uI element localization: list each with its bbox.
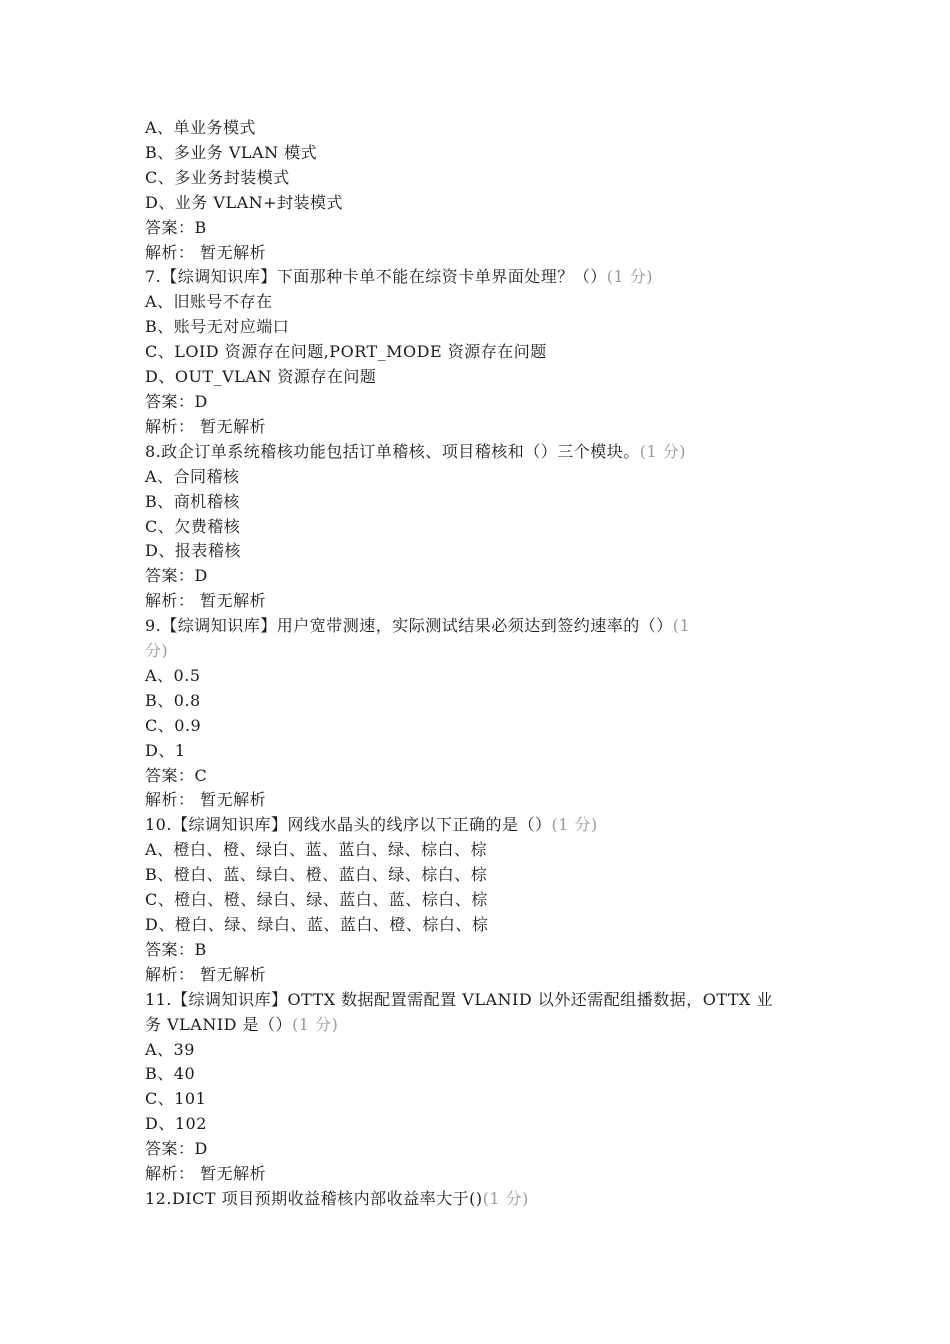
text-line: C、0.9: [145, 715, 202, 735]
text-line: A、0.5: [145, 665, 201, 685]
explanation-line: 解析： 暂无解析: [145, 790, 267, 810]
text-line: D、OUT_VLAN 资源存在问题: [145, 367, 377, 387]
explanation-line: 解析： 暂无解析: [145, 964, 267, 984]
question-11: 11.【综调知识库】OTTX 数据配置需配置 VLANID 以外还需配组播数据，OTTX 业: [145, 989, 773, 1009]
question-9: 9.【综调知识库】用户宽带测速，实际测试结果必须达到签约速率的（）(1: [145, 616, 691, 636]
score-label: 分): [145, 641, 169, 661]
text-line: B、多业务 VLAN 模式: [145, 142, 318, 162]
text-line: C、欠费稽核: [145, 516, 241, 536]
text-line: C、LOID 资源存在问题,PORT_MODE 资源存在问题: [145, 342, 547, 362]
question-10: 10.【综调知识库】网线水晶头的线序以下正确的是（）(1 分): [145, 815, 598, 835]
score-label: (1 分): [551, 815, 598, 835]
text-line: A、39: [145, 1039, 195, 1059]
text-line: D、102: [145, 1114, 207, 1134]
question-8: 8.政企订单系统稽核功能包括订单稽核、项目稽核和（）三个模块。(1 分): [145, 441, 687, 461]
text-line: D、橙白、绿、绿白、蓝、蓝白、橙、棕白、棕: [145, 915, 489, 934]
explanation-line: 解析： 暂无解析: [145, 416, 267, 436]
text-line: B、40: [145, 1064, 196, 1084]
document-page: [145, 116, 810, 1212]
answer-line: 答案：D: [145, 566, 208, 586]
text-line: B、商机稽核: [145, 491, 240, 511]
text-line: D、业务 VLAN+封装模式: [145, 192, 344, 212]
question-11-continued: 务 VLANID 是（）(1 分): [145, 1014, 339, 1034]
score-label: (1 分): [482, 1188, 529, 1208]
text-line: B、账号无对应端口: [145, 317, 290, 337]
text-line: C、多业务封装模式: [145, 167, 290, 187]
answer-line: 答案：D: [145, 391, 208, 411]
text-line: A、合同稽核: [145, 466, 240, 486]
answer-line: 答案：C: [145, 765, 208, 785]
text-line: A、橙白、橙、绿白、蓝、蓝白、绿、棕白、棕: [145, 840, 488, 860]
text-line: D、报表稽核: [145, 541, 241, 561]
explanation-line: 解析： 暂无解析: [145, 591, 267, 611]
text-line: A、旧账号不存在: [145, 292, 273, 312]
text-line: C、101: [145, 1089, 207, 1109]
answer-line: 答案：D: [145, 1139, 208, 1159]
answer-line: 答案：B: [145, 217, 207, 237]
text-line: A、单业务模式: [145, 118, 257, 137]
text-line: C、橙白、橙、绿白、绿、蓝白、蓝、棕白、棕: [145, 890, 488, 910]
score-label: (1 分): [606, 267, 654, 287]
text-line: B、0.8: [145, 690, 201, 710]
question-9-continued: [145, 639, 810, 664]
text-line: D、1: [145, 740, 186, 760]
score-label: (1 分): [292, 1014, 339, 1034]
answer-line: 答案：B: [145, 939, 207, 959]
explanation-line: 解析： 暂无解析: [145, 1164, 267, 1184]
explanation-line: 解析： 暂无解析: [145, 242, 267, 262]
text-line: B、橙白、蓝、绿白、橙、蓝白、绿、棕白、棕: [145, 865, 488, 885]
question-12: 12.DICT 项目预期收益稽核内部收益率大于()(1 分): [145, 1188, 529, 1208]
question-7: 7.【综调知识库】下面那种卡单不能在综资卡单界面处理？（）(1 分): [145, 267, 654, 287]
score-label: (1: [672, 616, 691, 636]
score-label: (1 分): [639, 441, 687, 461]
